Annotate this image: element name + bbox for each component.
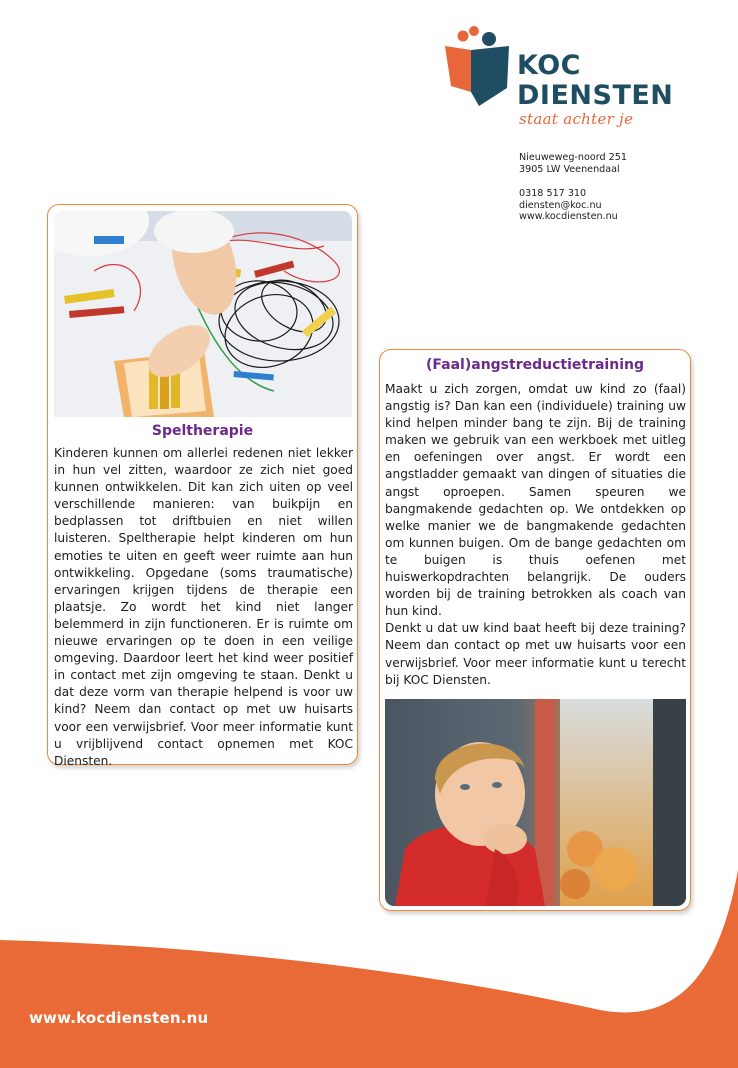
footer-website-link[interactable]: www.kocdiensten.nu xyxy=(29,1009,209,1027)
speltherapie-body-block xyxy=(48,439,357,770)
faalangst-body-p1: Maakt u zich zorgen, omdat uw kind zo (faal) angstig is? Dan kan een (individuele) training uw kind helpen minder bang te zijn. Bij de training maken we gebruik van een werkboek met uitleg en oefeningen over angst. Er wordt een angstladder gemaakt van dingen of situaties die angst oproepen. Samen speuren we bangmakende gedachten op. We ontdekken op welke manier we de bangmakende gedachten om kunnen buigen. Om de bange gedachten om te buigen is thuis oefenen met huiswerkopdrachten belangrijk. De ouders worden bij de training betrokken als coach van hun kind. xyxy=(385,382,686,619)
faalangst-body-block xyxy=(380,373,690,689)
faalangst-card xyxy=(379,349,691,911)
crayons-photo xyxy=(54,211,352,417)
address-postal-city: 3905 LW Veenendaal xyxy=(519,163,620,175)
logo-name-line1: KOC xyxy=(517,50,581,81)
logo-tagline: staat achter je xyxy=(519,110,634,128)
koc-people-icon xyxy=(441,26,513,106)
speltherapie-title: Speltherapie xyxy=(151,423,254,439)
faalangst-title: (Faal)angstreductietraining xyxy=(426,357,644,373)
speltherapie-body: Kinderen kunnen om allerlei redenen niet lekker in hun vel zitten, waardoor ze zich niet goed kunnen ontwikkelen. Dit kan zich uiten op veel verschillende manieren: van buikpijn en bedplassen tot driftbuien en niet willen luisteren. Speltherapie helpt kinderen om hun emoties te uiten en geeft weer ruimte aan hun ontwikkeling. Opgedane (soms traumatische) ervaringen krijgen tijdens de therapie een plaatsje. Zo wordt het kind niet langer belemmerd in zijn functioneren. Er is ruimte om nieuwe ervaringen op te doen in een veilige omgeving. Daardoor leert het kind weer positief in contact met zijn omgeving te staan. Denkt u dat deze vorm van therapie helpend is voor uw kind? Neem dan contact op met uw huisarts voor een verwijsbrief. Voor meer informatie kunt u vrijblijvend contact opnemen met KOC Diensten. xyxy=(54,446,353,768)
contact-address xyxy=(519,152,627,223)
speltherapie-card xyxy=(47,204,358,768)
address-phone: 0318 517 310 xyxy=(519,188,587,199)
address-email[interactable]: diensten@koc.nu xyxy=(519,199,602,211)
address-website[interactable]: www.kocdiensten.nu xyxy=(519,211,618,222)
address-street: Nieuweweg-noord 251 xyxy=(519,152,627,163)
footer-wave xyxy=(0,860,738,1068)
logo-name-line2: DIENSTEN xyxy=(517,80,674,111)
faalangst-body-p2: Denkt u dat uw kind baat heeft bij deze training? Neem dan contact op met uw huisarts voor een verwijsbrief. Voor meer informatie kunt u terecht bij KOC Diensten. xyxy=(385,621,686,687)
koc-logo xyxy=(441,26,681,136)
